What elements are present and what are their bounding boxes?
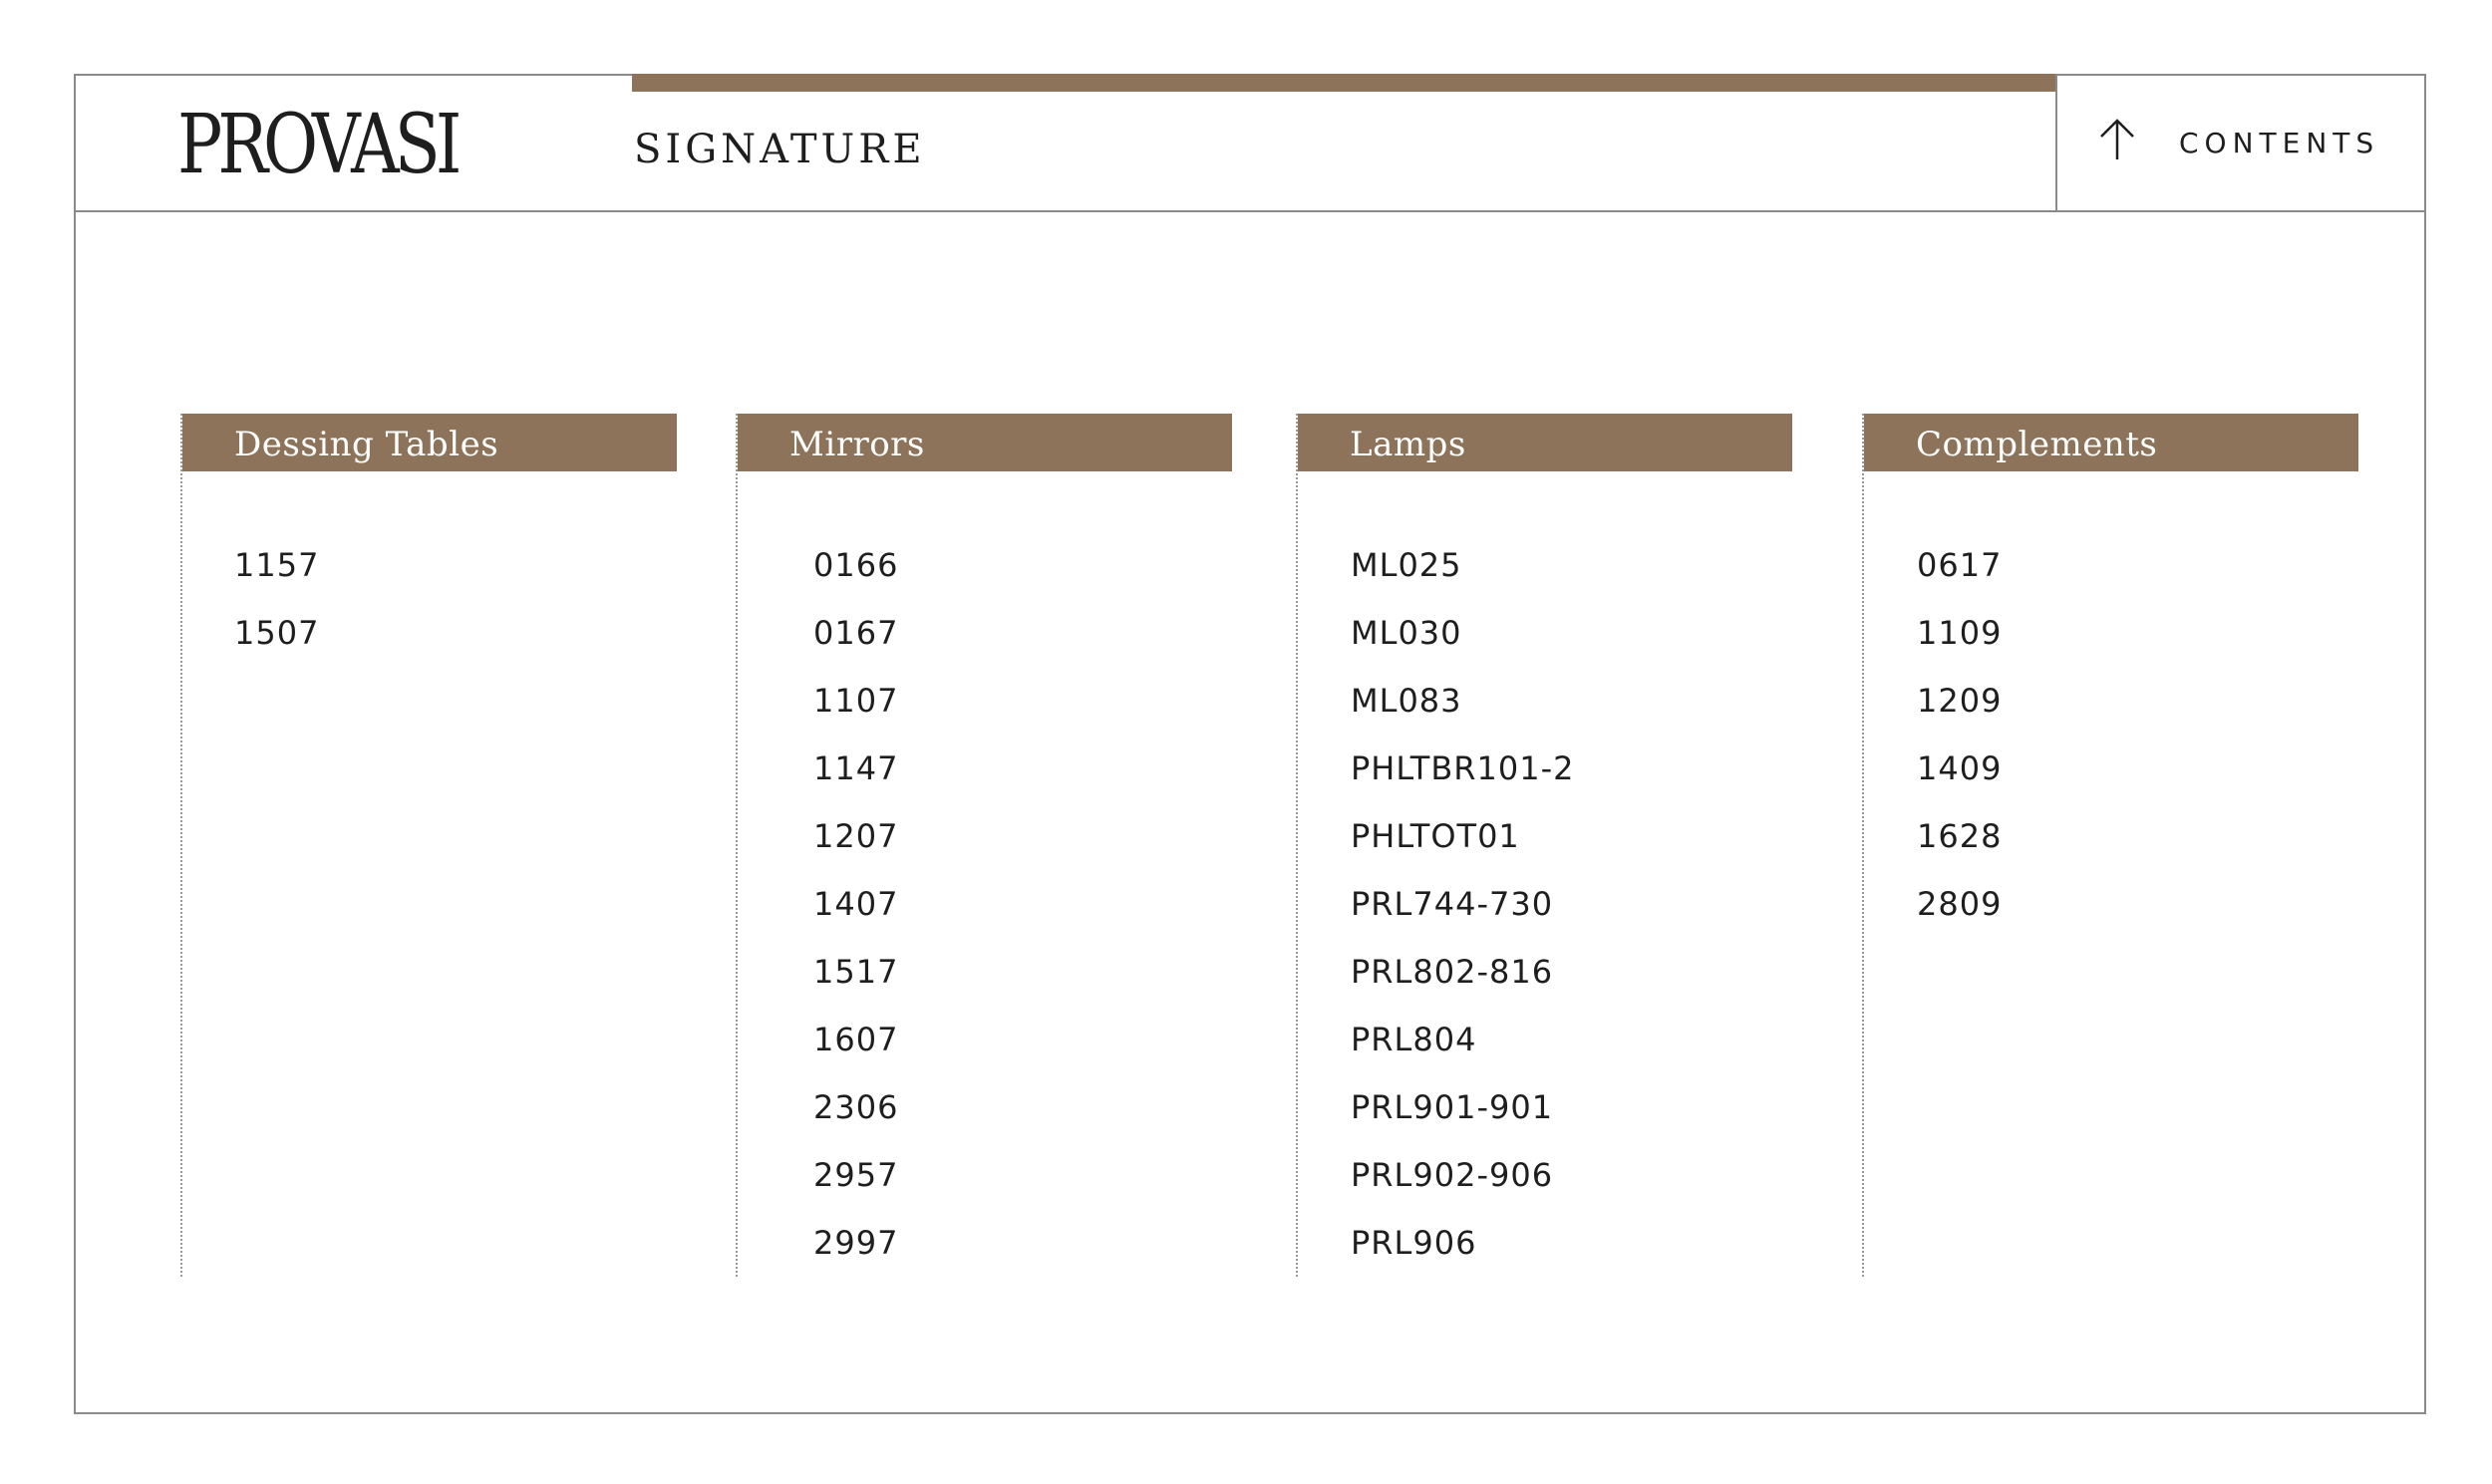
provasi-logo: PROVASI: [177, 98, 458, 192]
contents-link[interactable]: [2055, 74, 2424, 210]
list-item[interactable]: 1607: [813, 1021, 899, 1058]
list-item[interactable]: PRL906: [1351, 1224, 1477, 1262]
list-item[interactable]: PHLTBR101-2: [1351, 749, 1575, 787]
column-lamps: [1296, 414, 1794, 1277]
list-item[interactable]: 1407: [813, 885, 899, 923]
column-header: [1298, 414, 1792, 471]
list-item[interactable]: 1207: [813, 817, 899, 855]
arrow-up-icon: [2097, 118, 2137, 161]
column-title: Complements: [1916, 425, 2158, 464]
list-item[interactable]: 2809: [1917, 885, 2003, 923]
list-item[interactable]: 2957: [813, 1156, 899, 1194]
list-item[interactable]: 1107: [813, 682, 899, 720]
list-item[interactable]: 2306: [813, 1088, 899, 1126]
list-item[interactable]: PRL802-816: [1351, 953, 1554, 991]
section-title: SIGNATURE: [634, 127, 926, 172]
list-item[interactable]: 0617: [1917, 546, 2003, 584]
item-list: [813, 545, 898, 1291]
list-item[interactable]: 1157: [234, 546, 320, 584]
page-header: [74, 74, 2426, 212]
item-list: [1917, 545, 2002, 952]
column-title: Mirrors: [789, 425, 925, 464]
list-item[interactable]: PHLTOT01: [1351, 817, 1520, 855]
list-item[interactable]: 2997: [813, 1224, 899, 1262]
list-item[interactable]: 1109: [1917, 614, 2003, 652]
column-header: [182, 414, 677, 471]
list-item[interactable]: ML030: [1351, 614, 1462, 652]
list-item[interactable]: ML025: [1351, 546, 1462, 584]
list-item[interactable]: PRL902-906: [1351, 1156, 1554, 1194]
column-complements: [1862, 414, 2360, 1277]
list-item[interactable]: 1507: [234, 614, 320, 652]
list-item[interactable]: 1209: [1917, 682, 2003, 720]
contents-label: CONTENTS: [2179, 127, 2380, 159]
list-item[interactable]: 1409: [1917, 749, 2003, 787]
column-mirrors: [736, 414, 1234, 1277]
list-item[interactable]: PRL804: [1351, 1021, 1477, 1058]
column-title: Lamps: [1350, 425, 1466, 464]
column-dressing-tables: [180, 414, 679, 1277]
list-item[interactable]: 1147: [813, 749, 899, 787]
item-list: [1351, 545, 1575, 1291]
list-item[interactable]: PRL744-730: [1351, 885, 1554, 923]
accent-bar: [632, 74, 2055, 92]
list-item[interactable]: 0166: [813, 546, 899, 584]
list-item[interactable]: 0167: [813, 614, 899, 652]
column-header: [738, 414, 1232, 471]
column-header: [1864, 414, 2358, 471]
list-item[interactable]: 1517: [813, 953, 899, 991]
column-title: Dessing Tables: [234, 425, 499, 464]
list-item[interactable]: 1628: [1917, 817, 2003, 855]
list-item[interactable]: PRL901-901: [1351, 1088, 1554, 1126]
list-item[interactable]: ML083: [1351, 682, 1462, 720]
item-list: [234, 545, 319, 681]
